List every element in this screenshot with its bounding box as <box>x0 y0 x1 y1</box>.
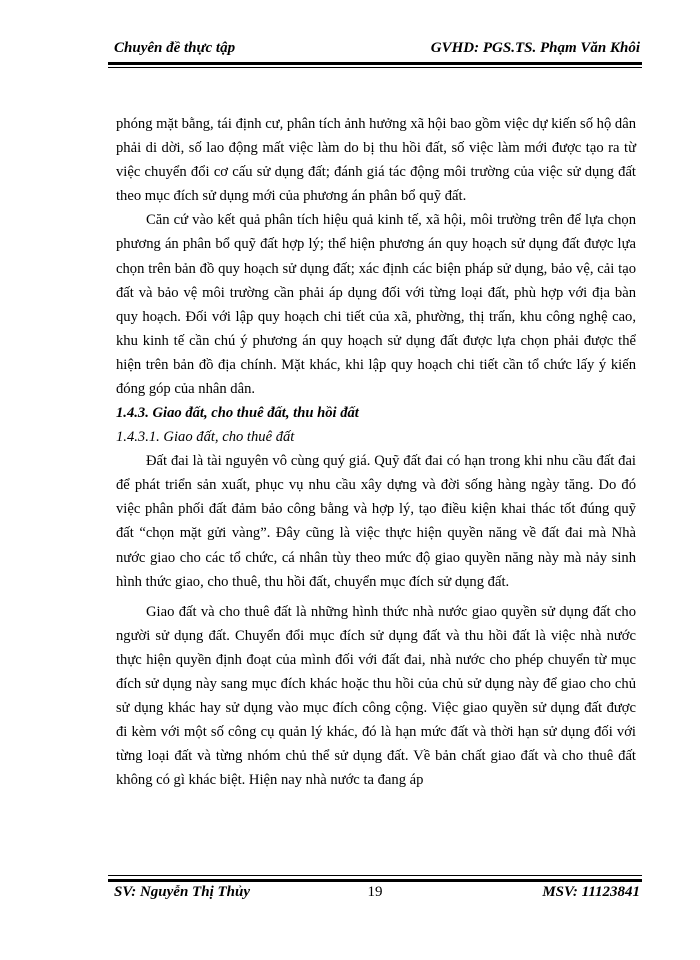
header-rule-thick <box>108 62 642 65</box>
page-footer <box>108 882 642 904</box>
footer-student-name: SV: Nguyễn Thị Thủy <box>114 884 250 900</box>
header-rule-thin <box>108 67 642 68</box>
page-number: 19 <box>367 884 383 900</box>
header-left-title: Chuyên đề thực tập <box>114 40 236 56</box>
header-right-advisor: GVHD: PGS.TS. Phạm Văn Khôi <box>430 40 640 56</box>
paragraph-4: Giao đất và cho thuê đất là những hình thức nhà nước giao quyền sử dụng đất cho người sử dụng đất. Chuyển đổi mục đích sử dụng đất và thu hồi đất là việc nhà nước thực hiện quyền định đoạt của mình đối với đất đai, nhà nước cho phép chuyển từ mục đích sử dụng này sang mục đích khác hoặc thu hồi của chủ sử dụng này để giao cho chủ sử dụng khác hay sử dụng vào mục đích công cộng. Việc giao quyền sử dụng đất được đi kèm với một số công cụ quản lý khác, đó là hạn mức đất và thời hạn sử dụng đối với từng loại đất và từng nhóm chủ thể sử dụng đất. Về bản chất giao đất và cho thuê đất không có gì khác biệt. Hiện nay nhà nước ta đang áp <box>116 603 636 789</box>
paragraph-2: Căn cứ vào kết quả phân tích hiệu quả kinh tế, xã hội, môi trường trên để lựa chọn phương án phân bổ quỹ đất hợp lý; thể hiện phương án quy hoạch sử dụng đất được lựa chọn trên bản đồ quy hoạch sử dụng đất; xác định các biện pháp sử dụng, bảo vệ, cải tạo đất và bảo vệ môi trường cần phải áp dụng đối với từng loại đất, phù hợp với địa bàn quy hoạch. Đối với lập quy hoạch chi tiết của xã, phường, thị trấn, khu công nghệ cao, khu kinh tế cần chú ý phương án quy hoạch sử dụng đất được lựa chọn phải được thể hiện trên bản đồ địa chính. Mặt khác, khi lập quy hoạch chi tiết cần tổ chức lấy ý kiến đóng góp của nhân dân. <box>116 212 636 398</box>
paragraph-1: phóng mặt bằng, tái định cư, phân tích ảnh hưởng xã hội bao gồm việc dự kiến số hộ dân phải di dời, số lao động mất việc làm do bị thu hồi đất, số việc làm mới được tạo ra từ việc chuyển đổi cơ cấu sử dụng đất; đánh giá tác động môi trường của việc sử dụng đất theo mục đích sử dụng mới của phương án phân bổ quỹ đất. <box>116 116 636 205</box>
page-header <box>108 38 642 60</box>
section-heading: 1.4.3. Giao đất, cho thuê đất, thu hồi đất <box>116 405 359 422</box>
page-body <box>116 112 636 792</box>
paragraph-3: Đất đai là tài nguyên vô cùng quý giá. Quỹ đất đai có hạn trong khi nhu cầu đất đai để phát triển sản xuất, phục vụ nhu cầu xây dựng và đời sống hàng ngày tăng. Do đó việc phân phối đất đảm bảo công bằng và hợp lý, tạo điều kiện khai thác tốt đúng quỹ đất “chọn mặt gửi vàng”. Đây cũng là việc thực hiện quyền năng về đất đai mà Nhà nước giao cho các tổ chức, cá nhân tùy theo mức độ giao quyền năng này mà nảy sinh hình thức giao, cho thuê, thu hồi đất, chuyển mục đích sử dụng đất. <box>116 453 636 590</box>
footer-student-id: MSV: 11123841 <box>542 884 640 900</box>
footer-rule-thin <box>108 875 642 876</box>
subsection-heading: 1.4.3.1. Giao đất, cho thuê đất <box>116 429 295 446</box>
